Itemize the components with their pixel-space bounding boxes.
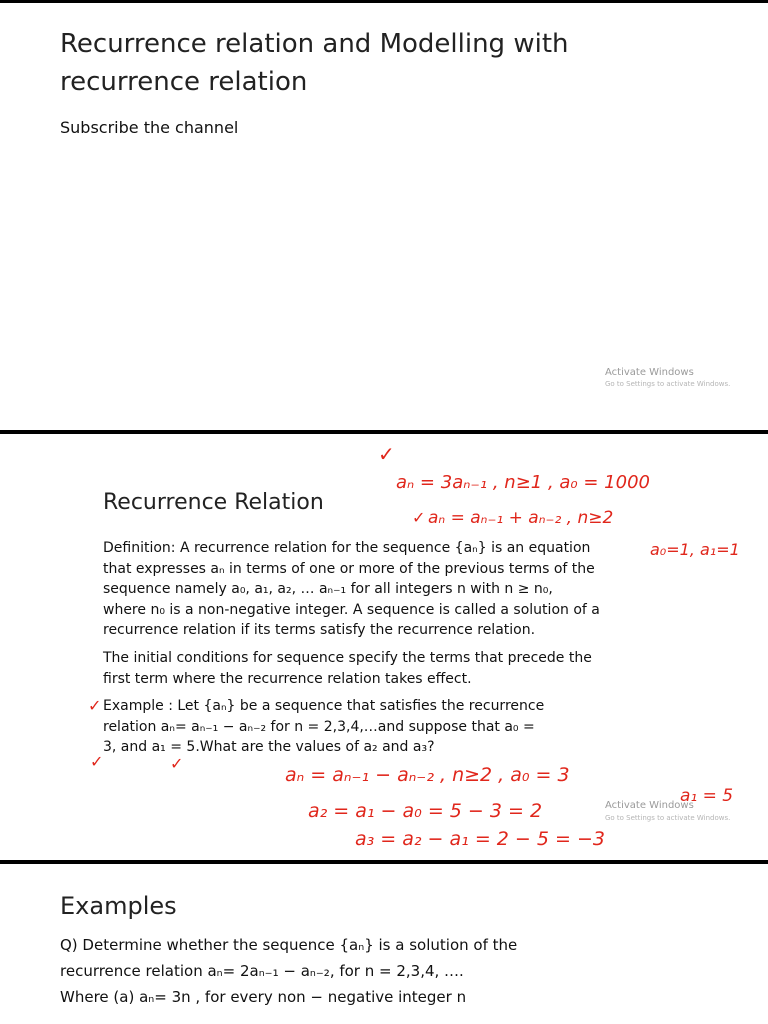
handwritten-work3: a₃ = a₂ − a₁ = 2 − 5 = −3 xyxy=(355,828,605,850)
activate-windows-hint: Go to Settings to activate Windows. xyxy=(605,814,731,822)
check-mark-icon: ✓ xyxy=(90,752,104,771)
check-mark-icon: ✓ xyxy=(378,442,395,466)
slide-title-line2: recurrence relation xyxy=(60,67,308,97)
activate-windows-hint: Go to Settings to activate Windows. xyxy=(605,380,731,388)
question-line: Where (a) aₙ= 3n , for every non − negative integer n xyxy=(60,988,467,1006)
subscribe-text: Subscribe the channel xyxy=(60,118,239,137)
question-paragraph xyxy=(60,932,740,1010)
handwritten-eq2: aₙ = aₙ₋₁ + aₙ₋₂ , n≥2 xyxy=(428,508,614,528)
handwritten-work1-a1: a₁ = 5 xyxy=(680,786,734,806)
initial-conditions-paragraph xyxy=(103,648,663,689)
examples-heading: Examples xyxy=(60,892,177,920)
check-mark-icon: ✓ xyxy=(170,754,184,773)
slide-recurrence-relation xyxy=(0,434,768,860)
definition-line: Definition: A recurrence relation for the sequence {aₙ} is an equation xyxy=(103,540,591,556)
initial-conditions-line: first term where the recurrence relation takes effect. xyxy=(103,670,472,687)
slide-title-line1: Recurrence relation and Modelling with xyxy=(60,29,569,59)
question-line: Q) Determine whether the sequence {aₙ} is a solution of the xyxy=(60,936,518,954)
initial-conditions-line: The initial conditions for sequence specify the terms that precede the xyxy=(103,650,592,666)
definition-line: where n₀ is a non-negative integer. A sequence is called a solution of a xyxy=(103,601,600,618)
definition-line: that expresses aₙ in terms of one or more of the previous terms of the xyxy=(103,560,595,577)
activate-windows-watermark: Activate Windows xyxy=(605,367,694,378)
example-line: relation aₙ= aₙ₋₁ − aₙ₋₂ for n = 2,3,4,…and suppose that a₀ = xyxy=(103,718,535,735)
definition-line: recurrence relation if its terms satisfy the recurrence relation. xyxy=(103,622,536,638)
definition-line: sequence namely a₀, a₁, a₂, … aₙ₋₁ for all integers n with n ≥ n₀, xyxy=(103,581,553,597)
activate-windows-watermark: Activate Windows xyxy=(605,800,694,811)
handwritten-eq2-init: a₀=1, a₁=1 xyxy=(650,540,740,559)
example-paragraph xyxy=(103,696,643,758)
check-mark-icon: ✓ xyxy=(88,696,102,715)
question-line: recurrence relation aₙ= 2aₙ₋₁ − aₙ₋₂, for n = 2,3,4, …. xyxy=(60,962,464,980)
check-mark-icon: ✓ xyxy=(412,508,426,527)
handwritten-work2: a₂ = a₁ − a₀ = 5 − 3 = 2 xyxy=(308,800,543,822)
example-line: 3, and a₁ = 5.What are the values of a₂ and a₃? xyxy=(103,739,435,755)
handwritten-work1: aₙ = aₙ₋₁ − aₙ₋₂ , n≥2 , a₀ = 3 xyxy=(285,764,570,786)
section-heading: Recurrence Relation xyxy=(103,490,324,515)
definition-paragraph xyxy=(103,538,663,641)
slide-examples xyxy=(0,864,768,1024)
slide-title xyxy=(0,3,768,430)
example-line: Example : Let {aₙ} be a sequence that satisfies the recurrence xyxy=(103,698,545,714)
handwritten-eq1: aₙ = 3aₙ₋₁ , n≥1 , a₀ = 1000 xyxy=(396,472,650,493)
